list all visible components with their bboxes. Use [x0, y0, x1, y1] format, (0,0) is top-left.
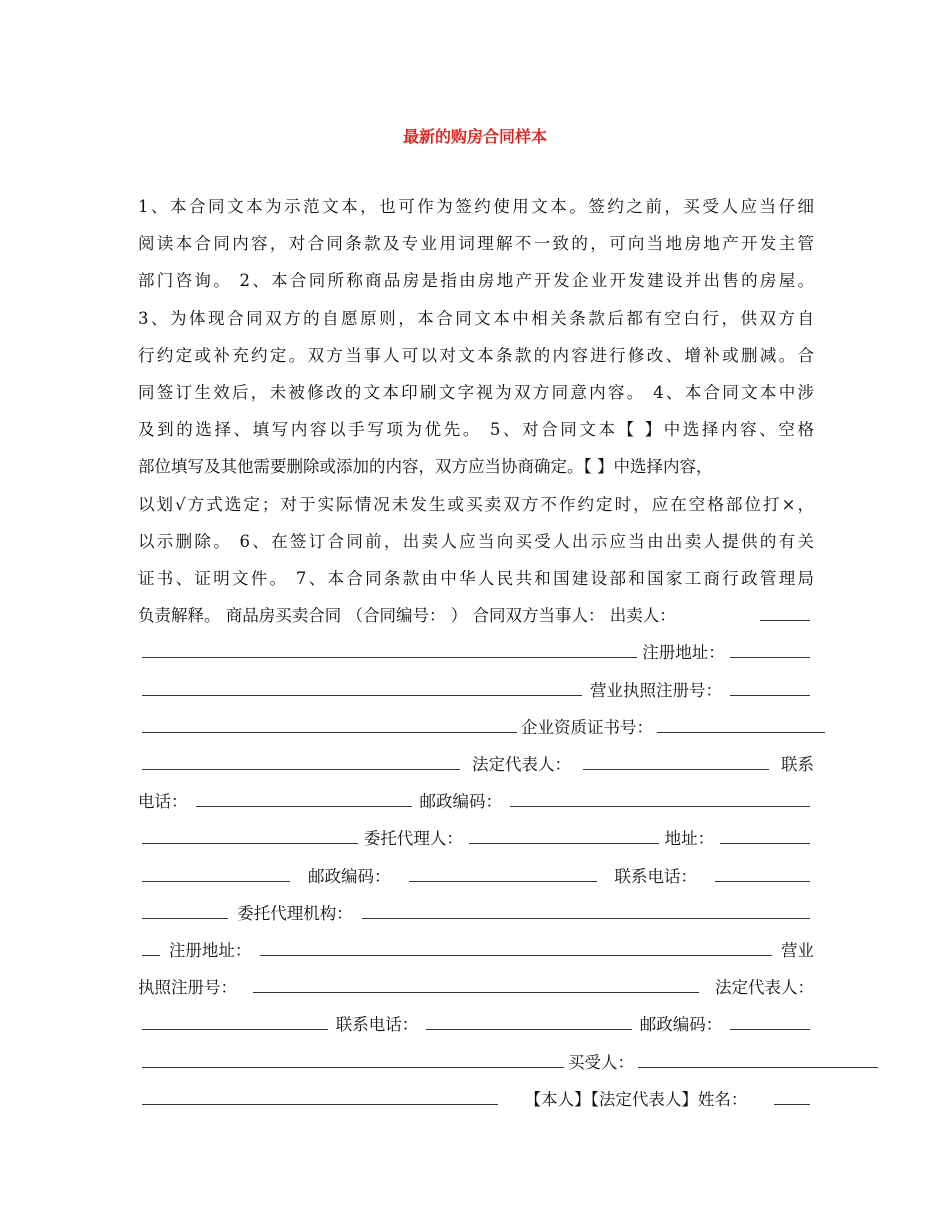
paragraph-text: 阅读本合同内容，对合同条款及专业用词理解不一致的，可向当地房地产开发主管 [138, 234, 817, 254]
text-line [138, 527, 817, 557]
form-label: 企业资质证书号： [521, 717, 653, 737]
form-label: 邮政编码： [639, 1015, 723, 1035]
form-label: 委托代理人： [363, 829, 463, 849]
text-line [138, 601, 814, 631]
blank-fill-field[interactable] [142, 824, 358, 844]
blank-fill-field[interactable] [142, 676, 582, 696]
form-line [138, 676, 814, 706]
form-line [138, 862, 814, 892]
form-label: 联系电话： [614, 866, 697, 886]
form-line [138, 1010, 814, 1040]
blank-fill-field[interactable] [638, 1048, 878, 1068]
blank-fill-field[interactable] [142, 1085, 498, 1105]
text-line [138, 452, 814, 482]
form-line [138, 973, 814, 1003]
form-line [138, 638, 814, 668]
form-label: 电话： [138, 792, 188, 812]
form-label: 委托代理机构： [237, 903, 353, 923]
form-label: 法定代表人： [472, 755, 571, 774]
form-label: 联系 [781, 755, 814, 774]
blank-fill-field[interactable] [142, 1048, 564, 1068]
text-line [138, 490, 817, 520]
form-line [138, 713, 814, 743]
text-line [138, 415, 817, 445]
blank-fill-field[interactable] [142, 936, 160, 956]
paragraph-text: 及到的选择、填写内容以手写项为优先。 5、对合同文本【 】中选择内容、空格 [138, 420, 817, 440]
blank-fill-field[interactable] [142, 713, 517, 733]
text-line [138, 229, 817, 259]
paragraph-text: 3、为体现合同双方的自愿原则，本合同文本中相关条款后都有空白行，供双方自 [138, 308, 817, 328]
form-label: 注册地址： [642, 643, 725, 663]
blank-fill-field[interactable] [730, 676, 810, 696]
text-line [138, 341, 817, 371]
blank-fill-field[interactable] [730, 1010, 810, 1030]
paragraph-text: 部位填写及其他需要删除或添加的内容，双方应当协商确定。【 】中选择内容， [138, 457, 713, 477]
form-label: 执照注册号： [138, 978, 237, 998]
paragraph-text: 部门咨询。 2、本合同所称商品房是指由房地产开发企业开发建设并出售的房屋。 [138, 271, 817, 291]
blank-fill-field[interactable] [142, 862, 290, 882]
blank-fill-field[interactable] [760, 601, 810, 621]
blank-fill-field[interactable] [196, 787, 412, 807]
blank-fill-field[interactable] [730, 638, 810, 658]
text-line [138, 378, 817, 408]
paragraph-text: 以示删除。 6、在签订合同前，出卖人应当向买受人出示应当由出卖人提供的有关 [138, 531, 817, 551]
blank-fill-field[interactable] [657, 713, 825, 733]
paragraph-text: 以划√方式选定；对于实际情况未发生或买卖双方不作约定时，应在空格部位打×， [138, 494, 817, 514]
form-label: 联系电话： [335, 1015, 419, 1035]
blank-fill-field[interactable] [409, 862, 597, 882]
form-line [138, 1085, 814, 1115]
form-label: 邮政编码： [419, 792, 502, 812]
form-line [138, 750, 814, 780]
form-label: 【本人】【法定代表人】姓名： [524, 1089, 748, 1109]
form-label: 注册地址： [168, 941, 252, 960]
document-title: 最新的购房合同样本 [402, 127, 547, 146]
blank-fill-field[interactable] [426, 1010, 632, 1030]
form-line [138, 824, 814, 854]
blank-fill-field[interactable] [142, 750, 460, 770]
blank-fill-field[interactable] [260, 936, 772, 956]
paragraph-text: 证书、证明文件。 7、本合同条款由中华人民共和国建设部和国家工商行政管理局 [138, 569, 817, 588]
form-label: 营业 [780, 941, 814, 960]
blank-fill-field[interactable] [142, 899, 228, 919]
form-label: 买受人： [568, 1052, 634, 1072]
blank-fill-field[interactable] [469, 824, 659, 844]
form-label: 营业执照注册号： [590, 680, 722, 700]
text-line [138, 304, 817, 334]
paragraph-text: 同签订生效后，未被修改的文本印刷文字视为双方同意内容。 4、本合同文本中涉 [138, 383, 817, 402]
blank-fill-field[interactable] [720, 824, 810, 844]
blank-fill-field[interactable] [583, 750, 769, 770]
blank-fill-field[interactable] [510, 787, 810, 807]
blank-fill-field[interactable] [142, 638, 637, 658]
form-line [138, 899, 814, 929]
form-label: 地址： [664, 829, 715, 849]
form-line [138, 787, 814, 817]
form-label: 法定代表人： [715, 978, 814, 998]
text-line [138, 564, 817, 594]
blank-fill-field[interactable] [142, 1010, 328, 1030]
form-line [138, 1048, 814, 1078]
text-line [138, 266, 817, 296]
blank-fill-field[interactable] [774, 1085, 810, 1105]
blank-fill-field[interactable] [253, 973, 699, 993]
text-line [138, 192, 817, 222]
paragraph-text: 行约定或补充约定。双方当事人可以对文本条款的内容进行修改、增补或删减。合 [138, 345, 817, 365]
blank-fill-field[interactable] [362, 899, 810, 919]
form-line [138, 936, 814, 966]
paragraph-text: 负责解释。 商品房买卖合同 （合同编号： ） 合同双方当事人： 出卖人： [138, 606, 676, 626]
form-label: 邮政编码： [308, 866, 391, 886]
blank-fill-field[interactable] [715, 862, 810, 882]
paragraph-text: 1、本合同文本为示范文本，也可作为签约使用文本。签约之前，买受人应当仔细 [138, 197, 817, 216]
